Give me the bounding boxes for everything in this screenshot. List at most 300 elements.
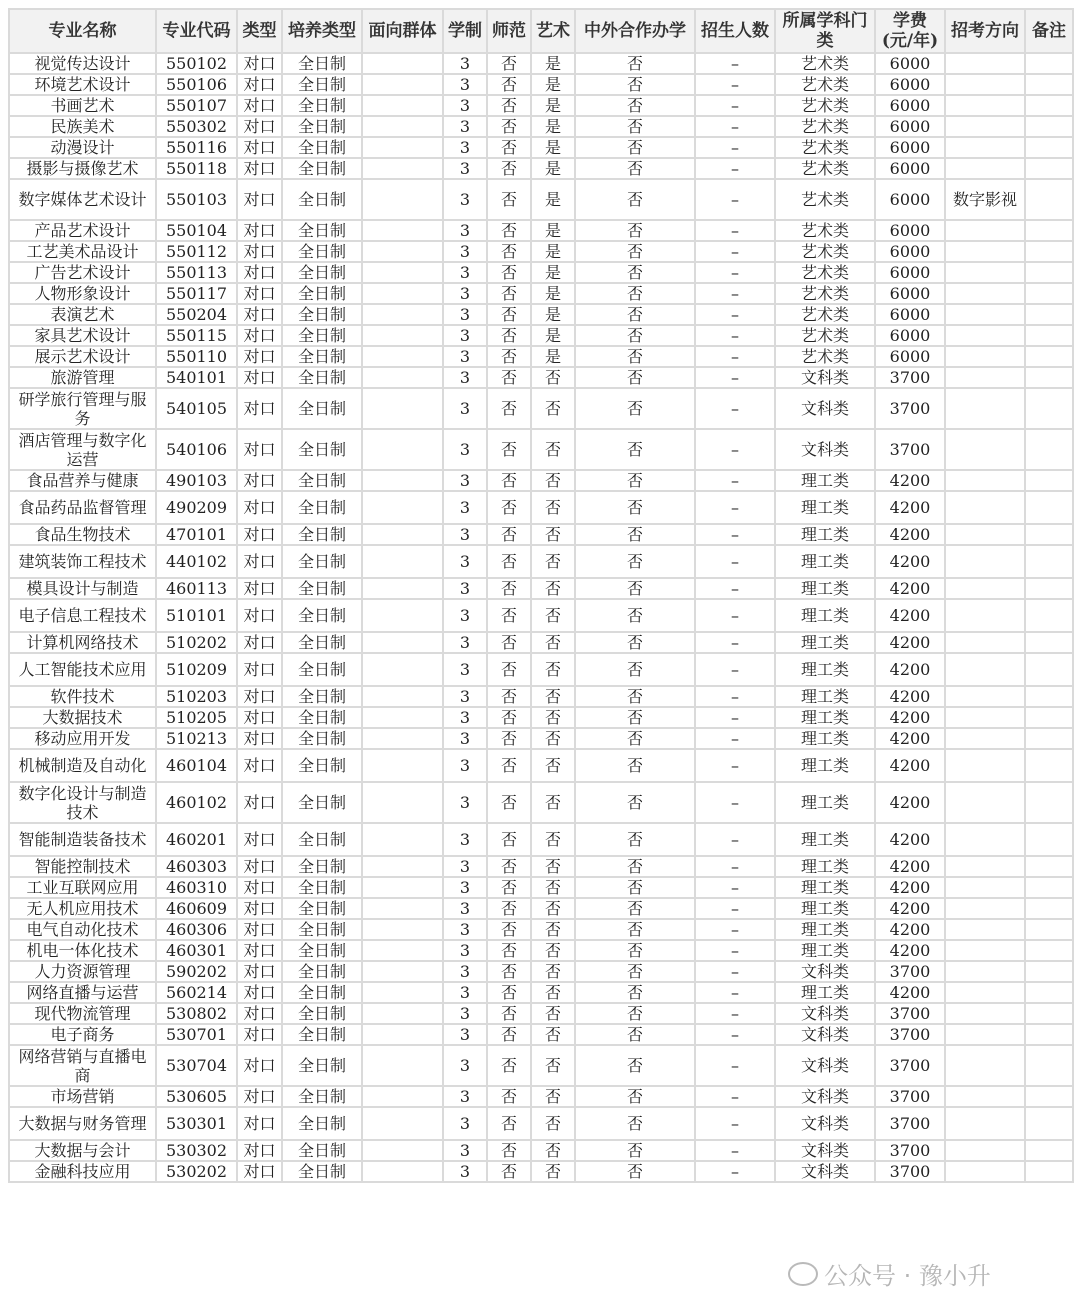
study-mode-cell: 全日制 — [282, 429, 362, 470]
target-group-cell — [362, 749, 443, 782]
exam-direction-cell — [945, 388, 1025, 429]
major-name-cell: 电子商务 — [9, 1024, 156, 1045]
teacher-training-cell: 否 — [487, 429, 531, 470]
note-cell — [1025, 137, 1073, 158]
note-cell — [1025, 856, 1073, 877]
exam-direction-cell — [945, 116, 1025, 137]
subject-category-cell: 理工类 — [775, 728, 875, 749]
table-row — [9, 856, 1073, 877]
target-group-cell — [362, 179, 443, 220]
note-cell — [1025, 53, 1073, 74]
study-mode-cell: 全日制 — [282, 346, 362, 367]
target-group-cell — [362, 1086, 443, 1107]
teacher-training-cell: 否 — [487, 782, 531, 823]
type-cell: 对口 — [237, 137, 282, 158]
target-group-cell — [362, 632, 443, 653]
type-cell: 对口 — [237, 179, 282, 220]
enrollment-count-cell: – — [695, 686, 775, 707]
teacher-training-cell: 否 — [487, 116, 531, 137]
joint-program-cell: 否 — [575, 179, 695, 220]
major-code-cell: 490103 — [156, 470, 237, 491]
teacher-training-cell: 否 — [487, 220, 531, 241]
major-name-cell: 模具设计与制造 — [9, 578, 156, 599]
type-cell: 对口 — [237, 919, 282, 940]
teacher-training-cell: 否 — [487, 632, 531, 653]
study-mode-cell: 全日制 — [282, 961, 362, 982]
teacher-training-cell: 否 — [487, 749, 531, 782]
target-group-cell — [362, 262, 443, 283]
table-row — [9, 1140, 1073, 1161]
study-mode-cell: 全日制 — [282, 599, 362, 632]
note-cell — [1025, 470, 1073, 491]
joint-program-cell: 否 — [575, 367, 695, 388]
joint-program-cell: 否 — [575, 137, 695, 158]
enrollment-count-cell: – — [695, 325, 775, 346]
table-row — [9, 304, 1073, 325]
exam-direction-cell — [945, 53, 1025, 74]
enrollment-count-cell: – — [695, 877, 775, 898]
table-row — [9, 823, 1073, 856]
study-mode-cell: 全日制 — [282, 241, 362, 262]
subject-category-cell: 艺术类 — [775, 346, 875, 367]
table-row — [9, 1107, 1073, 1140]
target-group-cell — [362, 856, 443, 877]
table-row — [9, 388, 1073, 429]
duration-cell: 3 — [443, 653, 487, 686]
enrollment-count-cell: – — [695, 1107, 775, 1140]
major-code-cell: 460201 — [156, 823, 237, 856]
exam-direction-cell — [945, 898, 1025, 919]
major-code-cell: 510202 — [156, 632, 237, 653]
joint-program-cell: 否 — [575, 1140, 695, 1161]
enrollment-count-cell: – — [695, 1086, 775, 1107]
study-mode-cell: 全日制 — [282, 653, 362, 686]
exam-direction-cell — [945, 1024, 1025, 1045]
type-cell: 对口 — [237, 1140, 282, 1161]
target-group-cell — [362, 1161, 443, 1182]
art-cell: 是 — [531, 137, 575, 158]
target-group-cell — [362, 53, 443, 74]
target-group-cell — [362, 686, 443, 707]
enrollment-count-cell: – — [695, 262, 775, 283]
joint-program-cell: 否 — [575, 961, 695, 982]
exam-direction-cell — [945, 429, 1025, 470]
teacher-training-cell: 否 — [487, 388, 531, 429]
type-cell: 对口 — [237, 782, 282, 823]
joint-program-cell: 否 — [575, 388, 695, 429]
exam-direction-cell — [945, 782, 1025, 823]
joint-program-cell: 否 — [575, 116, 695, 137]
target-group-cell — [362, 491, 443, 524]
target-group-cell — [362, 137, 443, 158]
duration-cell: 3 — [443, 158, 487, 179]
column-header: 招生人数 — [695, 9, 775, 53]
joint-program-cell: 否 — [575, 491, 695, 524]
table-row — [9, 898, 1073, 919]
art-cell: 是 — [531, 241, 575, 262]
duration-cell: 3 — [443, 388, 487, 429]
tuition-cell: 3700 — [875, 1086, 945, 1107]
joint-program-cell: 否 — [575, 686, 695, 707]
tuition-cell: 4200 — [875, 982, 945, 1003]
teacher-training-cell: 否 — [487, 1161, 531, 1182]
art-cell: 是 — [531, 346, 575, 367]
study-mode-cell: 全日制 — [282, 1107, 362, 1140]
major-code-cell: 460310 — [156, 877, 237, 898]
major-name-cell: 表演艺术 — [9, 304, 156, 325]
teacher-training-cell: 否 — [487, 1045, 531, 1086]
target-group-cell — [362, 707, 443, 728]
note-cell — [1025, 95, 1073, 116]
study-mode-cell: 全日制 — [282, 782, 362, 823]
art-cell: 否 — [531, 686, 575, 707]
subject-category-cell: 理工类 — [775, 578, 875, 599]
target-group-cell — [362, 325, 443, 346]
type-cell: 对口 — [237, 823, 282, 856]
major-name-cell: 网络直播与运营 — [9, 982, 156, 1003]
major-name-cell: 工艺美术品设计 — [9, 241, 156, 262]
teacher-training-cell: 否 — [487, 179, 531, 220]
table-row — [9, 877, 1073, 898]
note-cell — [1025, 241, 1073, 262]
exam-direction-cell — [945, 1086, 1025, 1107]
column-header: 学制 — [443, 9, 487, 53]
joint-program-cell: 否 — [575, 1003, 695, 1024]
duration-cell: 3 — [443, 1086, 487, 1107]
target-group-cell — [362, 919, 443, 940]
note-cell — [1025, 262, 1073, 283]
joint-program-cell: 否 — [575, 346, 695, 367]
study-mode-cell: 全日制 — [282, 220, 362, 241]
exam-direction-cell — [945, 653, 1025, 686]
joint-program-cell: 否 — [575, 95, 695, 116]
duration-cell: 3 — [443, 1140, 487, 1161]
major-code-cell: 550106 — [156, 74, 237, 95]
tuition-cell: 3700 — [875, 1003, 945, 1024]
teacher-training-cell: 否 — [487, 707, 531, 728]
table-row — [9, 1161, 1073, 1182]
art-cell: 否 — [531, 728, 575, 749]
exam-direction-cell — [945, 325, 1025, 346]
study-mode-cell: 全日制 — [282, 632, 362, 653]
target-group-cell — [362, 283, 443, 304]
table-row — [9, 1045, 1073, 1086]
subject-category-cell: 艺术类 — [775, 304, 875, 325]
note-cell — [1025, 877, 1073, 898]
target-group-cell — [362, 545, 443, 578]
study-mode-cell: 全日制 — [282, 898, 362, 919]
joint-program-cell: 否 — [575, 728, 695, 749]
table-row — [9, 137, 1073, 158]
subject-category-cell: 艺术类 — [775, 137, 875, 158]
study-mode-cell: 全日制 — [282, 367, 362, 388]
joint-program-cell: 否 — [575, 919, 695, 940]
teacher-training-cell: 否 — [487, 686, 531, 707]
tuition-cell: 6000 — [875, 304, 945, 325]
major-code-cell: 490209 — [156, 491, 237, 524]
exam-direction-cell — [945, 877, 1025, 898]
major-name-cell: 人力资源管理 — [9, 961, 156, 982]
exam-direction-cell — [945, 578, 1025, 599]
teacher-training-cell: 否 — [487, 599, 531, 632]
tuition-cell: 3700 — [875, 1024, 945, 1045]
major-code-cell: 550104 — [156, 220, 237, 241]
note-cell — [1025, 367, 1073, 388]
tuition-cell: 6000 — [875, 346, 945, 367]
joint-program-cell: 否 — [575, 1045, 695, 1086]
note-cell — [1025, 524, 1073, 545]
duration-cell: 3 — [443, 304, 487, 325]
target-group-cell — [362, 74, 443, 95]
duration-cell: 3 — [443, 491, 487, 524]
art-cell: 否 — [531, 749, 575, 782]
art-cell: 是 — [531, 283, 575, 304]
teacher-training-cell: 否 — [487, 304, 531, 325]
art-cell: 是 — [531, 74, 575, 95]
note-cell — [1025, 116, 1073, 137]
enrollment-count-cell: – — [695, 179, 775, 220]
teacher-training-cell: 否 — [487, 491, 531, 524]
table-row — [9, 95, 1073, 116]
target-group-cell — [362, 1024, 443, 1045]
note-cell — [1025, 919, 1073, 940]
tuition-cell: 3700 — [875, 1161, 945, 1182]
table-row — [9, 599, 1073, 632]
major-name-cell: 视觉传达设计 — [9, 53, 156, 74]
column-header: 培养类型 — [282, 9, 362, 53]
joint-program-cell: 否 — [575, 1024, 695, 1045]
note-cell — [1025, 1003, 1073, 1024]
major-code-cell: 550110 — [156, 346, 237, 367]
art-cell: 是 — [531, 325, 575, 346]
note-cell — [1025, 823, 1073, 856]
table-row — [9, 470, 1073, 491]
exam-direction-cell — [945, 74, 1025, 95]
major-code-cell: 540105 — [156, 388, 237, 429]
major-name-cell: 大数据与会计 — [9, 1140, 156, 1161]
subject-category-cell: 理工类 — [775, 524, 875, 545]
table-row — [9, 982, 1073, 1003]
table-row — [9, 919, 1073, 940]
column-header: 招考方向 — [945, 9, 1025, 53]
joint-program-cell: 否 — [575, 241, 695, 262]
major-name-cell: 移动应用开发 — [9, 728, 156, 749]
major-name-cell: 广告艺术设计 — [9, 262, 156, 283]
major-name-cell: 机电一体化技术 — [9, 940, 156, 961]
art-cell: 否 — [531, 707, 575, 728]
joint-program-cell: 否 — [575, 749, 695, 782]
subject-category-cell: 理工类 — [775, 749, 875, 782]
enrollment-count-cell: – — [695, 823, 775, 856]
study-mode-cell: 全日制 — [282, 491, 362, 524]
subject-category-cell: 文科类 — [775, 1140, 875, 1161]
duration-cell: 3 — [443, 919, 487, 940]
major-code-cell: 460609 — [156, 898, 237, 919]
table-row — [9, 241, 1073, 262]
enrollment-count-cell: – — [695, 367, 775, 388]
art-cell: 是 — [531, 158, 575, 179]
major-name-cell: 摄影与摄像艺术 — [9, 158, 156, 179]
target-group-cell — [362, 470, 443, 491]
major-code-cell: 550113 — [156, 262, 237, 283]
type-cell: 对口 — [237, 545, 282, 578]
type-cell: 对口 — [237, 220, 282, 241]
type-cell: 对口 — [237, 940, 282, 961]
art-cell: 否 — [531, 388, 575, 429]
study-mode-cell: 全日制 — [282, 1086, 362, 1107]
type-cell: 对口 — [237, 95, 282, 116]
subject-category-cell: 文科类 — [775, 429, 875, 470]
type-cell: 对口 — [237, 491, 282, 524]
joint-program-cell: 否 — [575, 856, 695, 877]
duration-cell: 3 — [443, 1161, 487, 1182]
target-group-cell — [362, 982, 443, 1003]
subject-category-cell: 艺术类 — [775, 179, 875, 220]
tuition-cell: 4200 — [875, 707, 945, 728]
joint-program-cell: 否 — [575, 632, 695, 653]
study-mode-cell: 全日制 — [282, 545, 362, 578]
major-code-cell: 530704 — [156, 1045, 237, 1086]
tuition-cell: 4200 — [875, 823, 945, 856]
note-cell — [1025, 158, 1073, 179]
exam-direction-cell — [945, 1003, 1025, 1024]
teacher-training-cell: 否 — [487, 940, 531, 961]
note-cell — [1025, 388, 1073, 429]
column-header: 师范 — [487, 9, 531, 53]
joint-program-cell: 否 — [575, 470, 695, 491]
exam-direction-cell — [945, 137, 1025, 158]
major-name-cell: 机械制造及自动化 — [9, 749, 156, 782]
joint-program-cell: 否 — [575, 940, 695, 961]
type-cell: 对口 — [237, 325, 282, 346]
tuition-cell: 4200 — [875, 728, 945, 749]
tuition-cell: 3700 — [875, 367, 945, 388]
teacher-training-cell: 否 — [487, 823, 531, 856]
enrollment-count-cell: – — [695, 74, 775, 95]
major-name-cell: 食品药品监督管理 — [9, 491, 156, 524]
target-group-cell — [362, 961, 443, 982]
duration-cell: 3 — [443, 940, 487, 961]
art-cell: 是 — [531, 262, 575, 283]
note-cell — [1025, 179, 1073, 220]
art-cell: 否 — [531, 367, 575, 388]
subject-category-cell: 文科类 — [775, 1045, 875, 1086]
major-name-cell: 食品生物技术 — [9, 524, 156, 545]
type-cell: 对口 — [237, 470, 282, 491]
exam-direction-cell — [945, 241, 1025, 262]
major-name-cell: 书画艺术 — [9, 95, 156, 116]
target-group-cell — [362, 823, 443, 856]
teacher-training-cell: 否 — [487, 346, 531, 367]
subject-category-cell: 文科类 — [775, 1003, 875, 1024]
subject-category-cell: 理工类 — [775, 599, 875, 632]
enrollment-count-cell: – — [695, 1003, 775, 1024]
tuition-cell: 4200 — [875, 856, 945, 877]
art-cell: 否 — [531, 1140, 575, 1161]
tuition-cell: 3700 — [875, 961, 945, 982]
duration-cell: 3 — [443, 262, 487, 283]
column-header: 所属学科门类 — [775, 9, 875, 53]
exam-direction-cell — [945, 982, 1025, 1003]
study-mode-cell: 全日制 — [282, 470, 362, 491]
exam-direction-cell — [945, 749, 1025, 782]
enrollment-count-cell: – — [695, 707, 775, 728]
teacher-training-cell: 否 — [487, 1024, 531, 1045]
column-header: 面向群体 — [362, 9, 443, 53]
study-mode-cell: 全日制 — [282, 856, 362, 877]
major-name-cell: 环境艺术设计 — [9, 74, 156, 95]
table-row — [9, 179, 1073, 220]
exam-direction-cell — [945, 367, 1025, 388]
joint-program-cell: 否 — [575, 74, 695, 95]
table-row — [9, 782, 1073, 823]
table-row — [9, 325, 1073, 346]
teacher-training-cell: 否 — [487, 262, 531, 283]
joint-program-cell: 否 — [575, 782, 695, 823]
subject-category-cell: 艺术类 — [775, 325, 875, 346]
tuition-cell: 4200 — [875, 545, 945, 578]
note-cell — [1025, 346, 1073, 367]
art-cell: 否 — [531, 632, 575, 653]
enrollment-count-cell: – — [695, 95, 775, 116]
tuition-cell: 4200 — [875, 524, 945, 545]
table-row — [9, 220, 1073, 241]
duration-cell: 3 — [443, 961, 487, 982]
teacher-training-cell: 否 — [487, 325, 531, 346]
joint-program-cell: 否 — [575, 429, 695, 470]
subject-category-cell: 艺术类 — [775, 74, 875, 95]
type-cell: 对口 — [237, 856, 282, 877]
teacher-training-cell: 否 — [487, 877, 531, 898]
target-group-cell — [362, 346, 443, 367]
target-group-cell — [362, 1140, 443, 1161]
enrollment-count-cell: – — [695, 388, 775, 429]
teacher-training-cell: 否 — [487, 367, 531, 388]
study-mode-cell: 全日制 — [282, 1003, 362, 1024]
study-mode-cell: 全日制 — [282, 137, 362, 158]
type-cell: 对口 — [237, 53, 282, 74]
header-row — [9, 9, 1073, 53]
art-cell: 是 — [531, 304, 575, 325]
art-cell: 否 — [531, 898, 575, 919]
art-cell: 否 — [531, 545, 575, 578]
subject-category-cell: 理工类 — [775, 940, 875, 961]
note-cell — [1025, 283, 1073, 304]
note-cell — [1025, 1086, 1073, 1107]
tuition-cell: 6000 — [875, 137, 945, 158]
exam-direction-cell — [945, 632, 1025, 653]
tuition-cell: 3700 — [875, 1107, 945, 1140]
target-group-cell — [362, 388, 443, 429]
target-group-cell — [362, 877, 443, 898]
joint-program-cell: 否 — [575, 524, 695, 545]
joint-program-cell: 否 — [575, 1086, 695, 1107]
table-row — [9, 1086, 1073, 1107]
teacher-training-cell: 否 — [487, 728, 531, 749]
enrollment-count-cell: – — [695, 346, 775, 367]
target-group-cell — [362, 940, 443, 961]
art-cell: 是 — [531, 95, 575, 116]
joint-program-cell: 否 — [575, 283, 695, 304]
major-name-cell: 现代物流管理 — [9, 1003, 156, 1024]
major-code-cell: 460113 — [156, 578, 237, 599]
duration-cell: 3 — [443, 95, 487, 116]
tuition-cell: 6000 — [875, 220, 945, 241]
duration-cell: 3 — [443, 74, 487, 95]
subject-category-cell: 艺术类 — [775, 158, 875, 179]
major-name-cell: 工业互联网应用 — [9, 877, 156, 898]
major-name-cell: 旅游管理 — [9, 367, 156, 388]
